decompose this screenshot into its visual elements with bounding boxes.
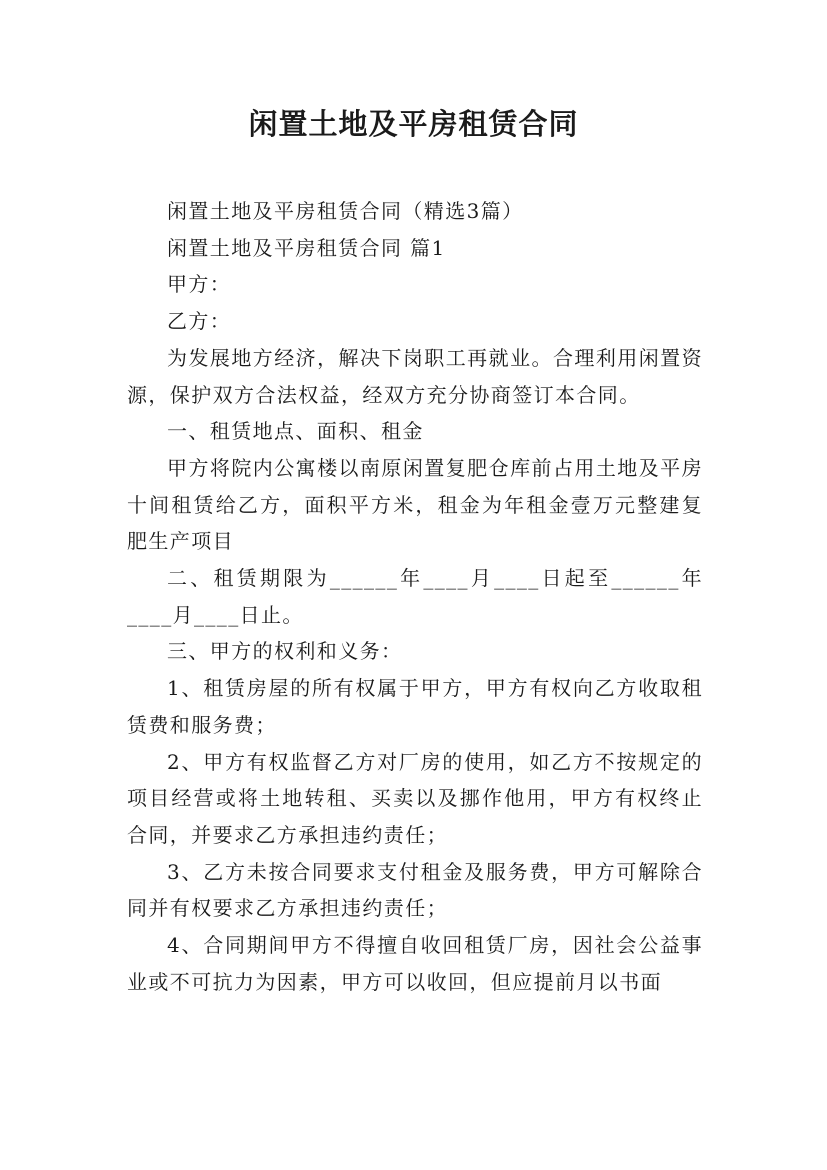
paragraph-section-heading: 闲置土地及平房租赁合同 篇1 [167, 235, 446, 260]
paragraph-clause-3-item-4: 4、合同期间甲方不得擅自收回租赁厂房，因社会公益事业或不可抗力为因素，甲方可以收回，但应提前月以书面 [127, 933, 703, 994]
paragraph-clause-3-item-3: 3、乙方未按合同要求支付租金及服务费，甲方可解除合同并有权要求乙方承担违约责任； [127, 859, 703, 921]
document-body [127, 193, 703, 1000]
paragraph-clause-1-heading: 一、租赁地点、面积、租金 [167, 419, 424, 444]
paragraph-clause-2: 二、租赁期限为______年____月____日起至______年____月____日止。 [127, 566, 703, 627]
paragraph-preamble: 为发展地方经济，解决下岗职工再就业。合理利用闲置资源，保护双方合法权益，经双方充分协商签订本合同。 [127, 345, 703, 407]
document-title: 闲置土地及平房租赁合同 [248, 107, 579, 141]
paragraph-party-a: 甲方： [167, 272, 232, 297]
paragraph-clause-1-body: 甲方将院内公寓楼以南原闲置复肥仓库前占用土地及平房十间租赁给乙方，面积平方米，租金为年租金壹万元整建复肥生产项目 [127, 455, 703, 554]
paragraph-clause-3-item-1: 1、租赁房屋的所有权属于甲方，甲方有权向乙方收取租赁费和服务费； [127, 676, 703, 737]
paragraph-clause-3-heading: 三、甲方的权利和义务： [167, 639, 403, 664]
paragraph-clause-3-item-2: 2、甲方有权监督乙方对厂房的使用，如乙方不按规定的项目经营或将土地转租、买卖以及挪作他用，甲方有权终止合同，并要求乙方承担违约责任； [127, 749, 703, 847]
paragraph-party-b: 乙方： [167, 309, 232, 334]
paragraph-subtitle: 闲置土地及平房租赁合同（精选3篇） [167, 199, 524, 223]
